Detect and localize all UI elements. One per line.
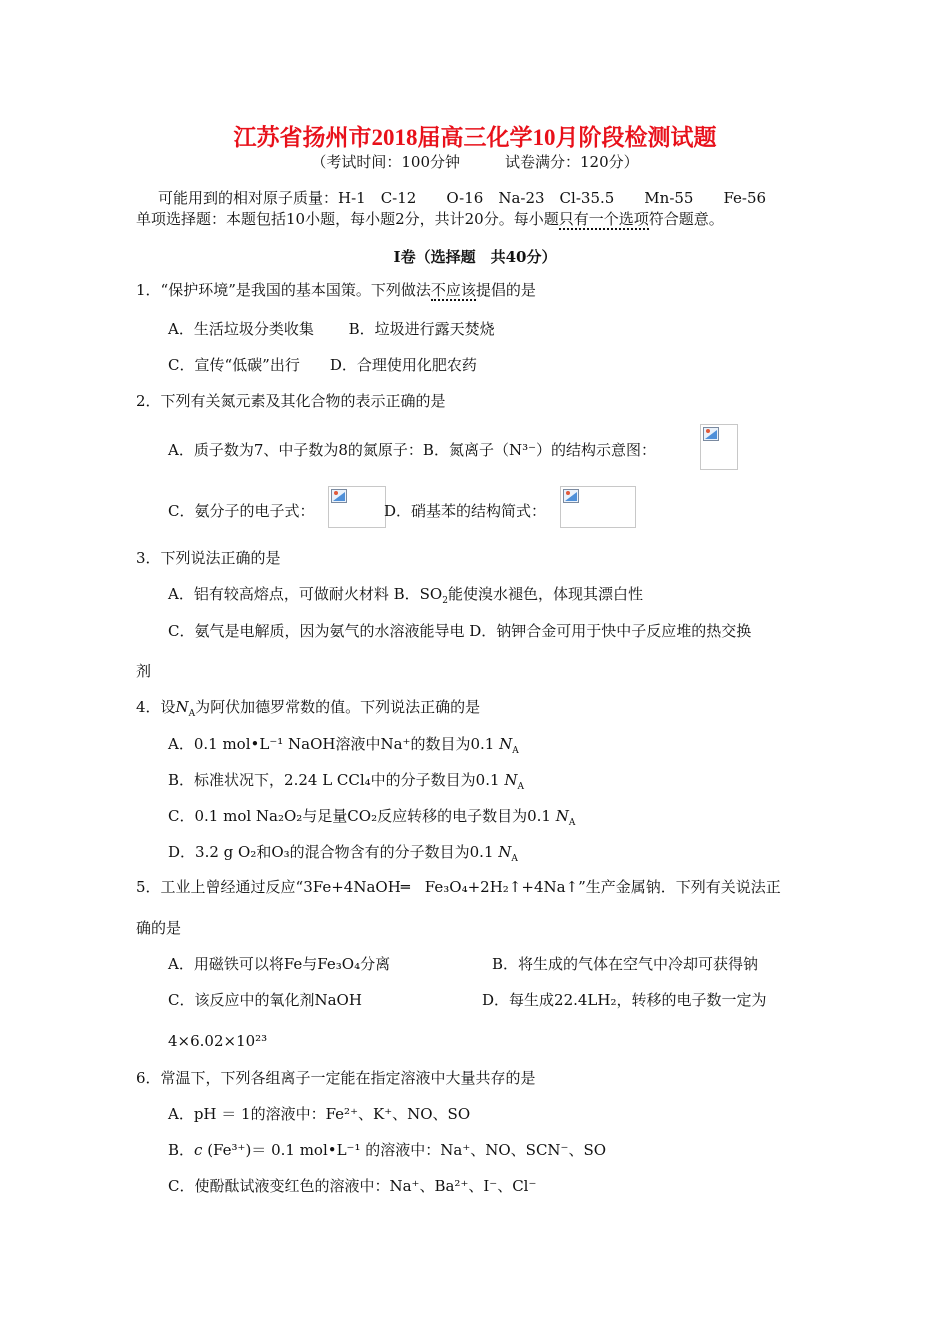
- q4-b-text: B．标准状况下，2.24 L CCl₄中的分子数目为0.1: [168, 771, 505, 789]
- avogadro-subscript: A: [517, 782, 524, 792]
- avogadro-subscript: A: [188, 709, 196, 719]
- q1-stem: [136, 280, 536, 300]
- avogadro-symbol: N: [504, 771, 518, 789]
- q4-c-text: C．0.1 mol Na₂O₂与足量CO₂反应转移的电子数目为0.1: [168, 807, 556, 825]
- avogadro-symbol: N: [175, 698, 189, 716]
- q2-stem: 2．下列有关氮元素及其化合物的表示正确的是: [136, 392, 446, 410]
- exam-info: （考试时间：100分钟 试卷满分：120分）: [311, 153, 639, 171]
- q1-options-cd: C．宣传“低碳”出行 D．合理使用化肥农药: [168, 356, 477, 374]
- concentration-symbol: c: [194, 1141, 203, 1159]
- q3-options-cd: C．氨气是电解质，因为氨气的水溶液能导电 D．钠钾合金可用于快中子反应堆的热交换: [168, 622, 752, 640]
- q4-a-text: A．0.1 mol•L⁻¹ NaOH溶液中Na⁺的数目为0.1: [168, 735, 500, 753]
- q6-b-label: B．: [168, 1141, 195, 1159]
- q6-stem: 6．常温下，下列各组离子一定能在指定溶液中大量共存的是: [136, 1069, 536, 1087]
- q3-options-cd-cont: 剂: [136, 662, 152, 680]
- section-note-prefix: 单项选择题：本题包括10小题，每小题2分，共计20分。每小题: [136, 210, 559, 228]
- avogadro-symbol: N: [555, 807, 569, 825]
- q3-ab-text-end: 能使溴水褪色，体现其漂白性: [447, 585, 643, 603]
- q1-stem-text-end: 提倡的是: [475, 281, 536, 299]
- section-note-suffix: 符合题意。: [648, 210, 724, 228]
- q4-stem-text: 4．设: [136, 698, 176, 716]
- avogadro-symbol: N: [498, 843, 512, 861]
- q4-stem: [136, 697, 480, 724]
- avogadro-symbol: N: [499, 735, 513, 753]
- q5-option-d: D．每生成22.4LH₂，转移的电子数一定为: [482, 991, 767, 1009]
- q2-option-c: C．氨分子的电子式：: [168, 502, 315, 520]
- section-note: [136, 209, 724, 229]
- q4-option-b: [168, 770, 524, 797]
- q4-option-a: [168, 734, 519, 761]
- q6-b-text: (Fe³⁺)＝ 0.1 mol•L⁻¹ 的溶液中：Na⁺、NO、SCN⁻、SO: [202, 1141, 607, 1159]
- q1-stem-text: 1．“保护环境”是我国的基本国策。下列做法: [136, 281, 431, 299]
- q3-stem: 3．下列说法正确的是: [136, 549, 281, 567]
- atomic-masses: 可能用到的相对原子质量：H-1 C-12 O-16 Na-23 Cl-35.5 Mn-55 Fe-56: [158, 189, 767, 207]
- section-title: Ⅰ卷（选择题 共40分）: [393, 248, 557, 266]
- q6-option-c: C．使酚酞试液变红色的溶液中：Na⁺、Ba²⁺、I⁻、Cl⁻: [168, 1177, 537, 1195]
- q5-option-d-cont: 4×6.02×10²³: [168, 1032, 268, 1050]
- q2-options-ab: A．质子数为7、中子数为8的氮原子：B．氮离子（N³⁻）的结构示意图：: [168, 441, 657, 459]
- broken-image-icon: [563, 489, 579, 503]
- ion-structure-image: [700, 424, 738, 470]
- q4-option-c: [168, 806, 575, 833]
- nitrobenzene-structure-image: [560, 486, 636, 528]
- q1-options-ab: A．生活垃圾分类收集 B．垃圾进行露天焚烧: [168, 320, 495, 338]
- broken-image-icon: [703, 427, 719, 441]
- q5-option-a: A．用磁铁可以将Fe与Fe₃O₄分离: [168, 955, 391, 973]
- q5-stem-cont: 确的是: [136, 919, 182, 937]
- q4-option-d: [168, 842, 518, 869]
- section-note-emphasis: 只有一个选项: [558, 210, 649, 228]
- q4-stem-text-end: 为阿伏加德罗常数的值。下列说法正确的是: [195, 698, 481, 716]
- q1-stem-emphasis: 不应该: [430, 281, 476, 299]
- avogadro-subscript: A: [511, 854, 518, 864]
- avogadro-subscript: A: [512, 746, 519, 756]
- q5-option-b: B．将生成的气体在空气中冷却可获得钠: [492, 955, 759, 973]
- page-title: 江苏省扬州市2018届高三化学10月阶段检测试题: [233, 125, 717, 150]
- q3-ab-subscript: 2: [442, 596, 448, 606]
- q6-option-b: [168, 1140, 606, 1160]
- avogadro-subscript: A: [568, 818, 576, 828]
- q5-stem: 5．工业上曾经通过反应“3Fe+4NaOH═ Fe₃O₄+2H₂↑+4Na↑”生产金属钠．下列有关说法正: [136, 878, 781, 896]
- ammonia-electron-formula-image: [328, 486, 386, 528]
- broken-image-icon: [331, 489, 347, 503]
- q5-option-c: C．该反应中的氧化剂NaOH: [168, 991, 362, 1009]
- q4-d-text: D．3.2 g O₂和O₃的混合物含有的分子数目为0.1: [168, 843, 499, 861]
- q2-option-d: D．硝基苯的结构简式：: [384, 502, 547, 520]
- q3-options-ab: [168, 584, 643, 611]
- q3-ab-text: A．铝有较高熔点，可做耐火材料 B．SO: [168, 585, 443, 603]
- q6-option-a: A．pH ＝ 1的溶液中：Fe²⁺、K⁺、NO、SO: [168, 1105, 471, 1123]
